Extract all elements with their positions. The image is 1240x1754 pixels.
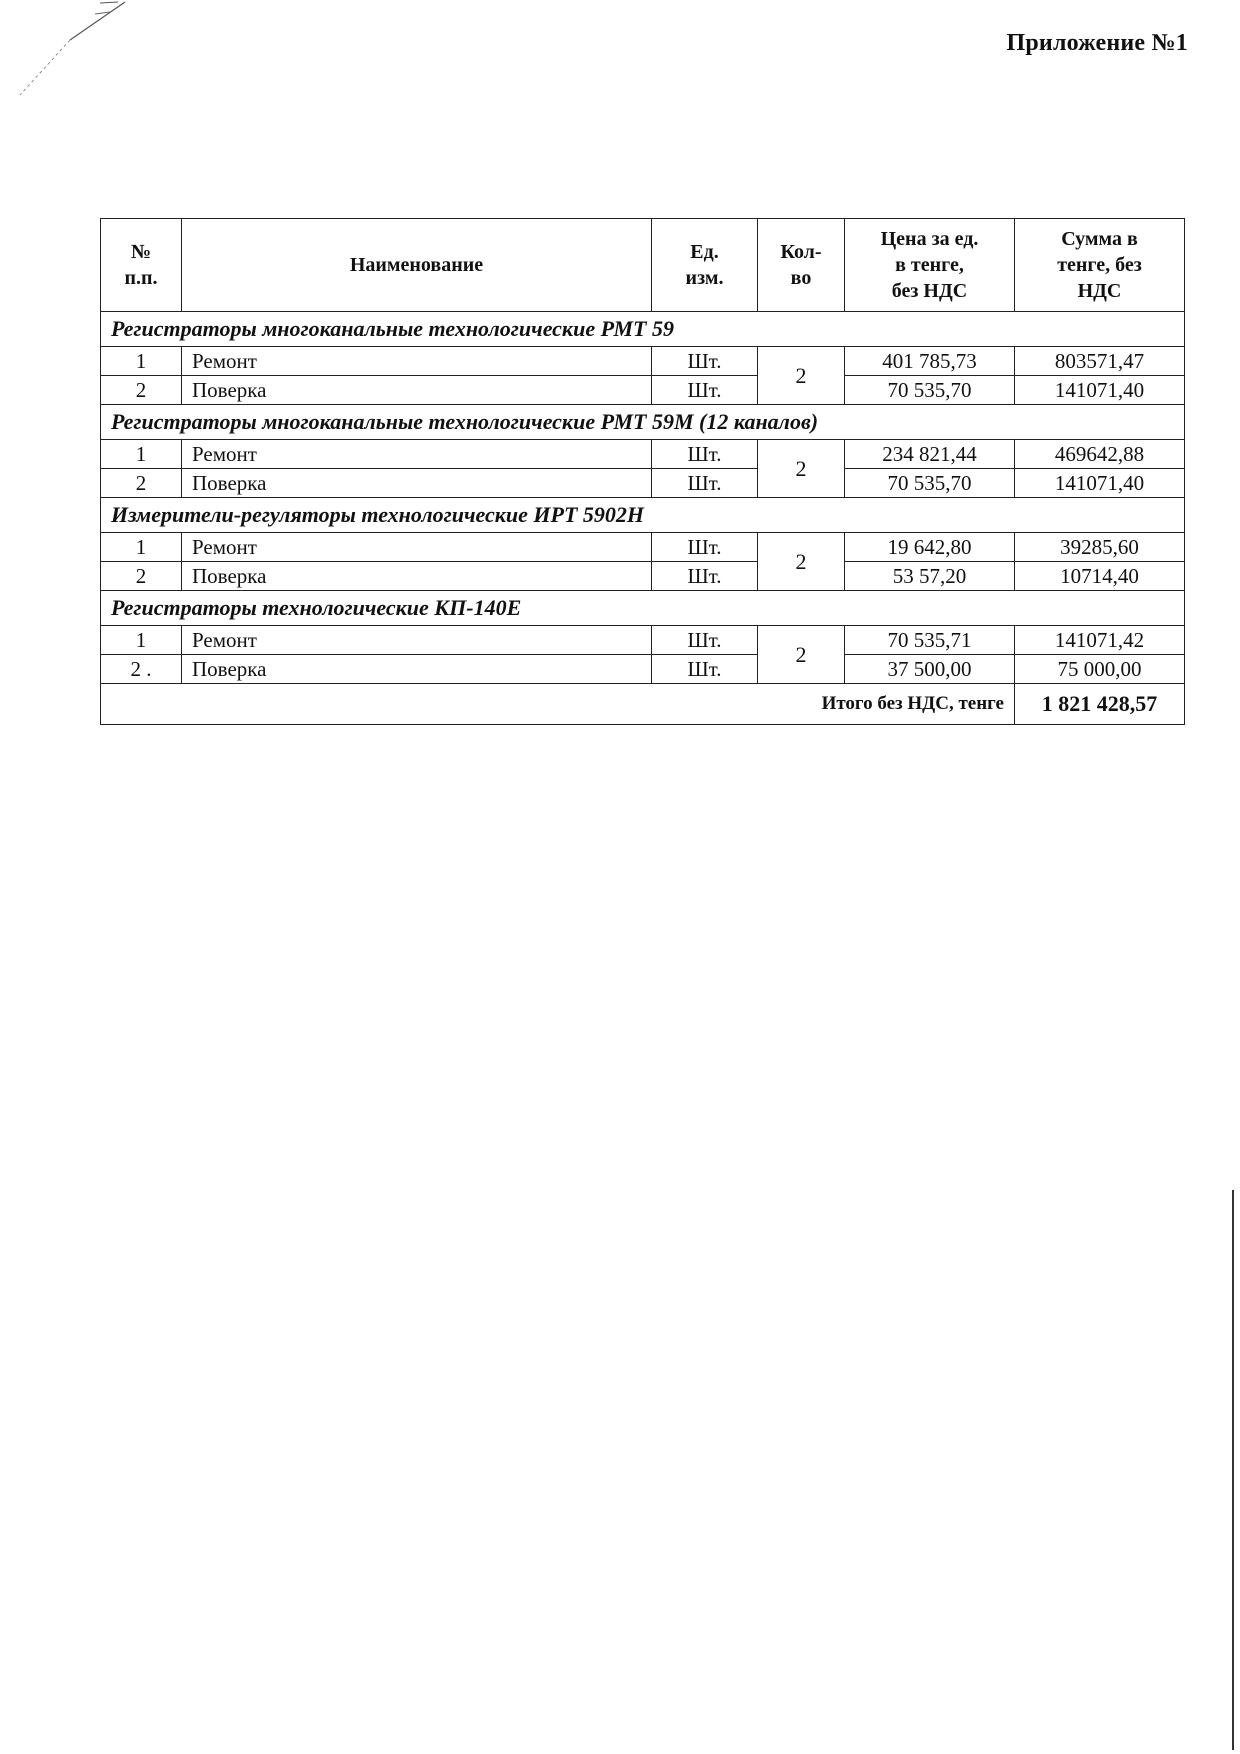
row-name: Ремонт — [182, 533, 652, 562]
row-qty: 2 — [758, 347, 845, 405]
table-row — [101, 469, 1185, 498]
header-row — [101, 219, 1185, 312]
row-qty: 2 — [758, 440, 845, 498]
row-name: Поверка — [182, 469, 652, 498]
row-price: 70 535,70 — [845, 469, 1015, 498]
row-num: 2 — [101, 562, 182, 591]
row-price: 37 500,00 — [845, 655, 1015, 684]
category-title: Измерители-регуляторы технологические ИРТ 5902Н — [101, 498, 1185, 533]
row-num: 1 — [101, 440, 182, 469]
category-title: Регистраторы многоканальные технологические РМТ 59М (12 каналов) — [101, 405, 1185, 440]
price-table — [100, 218, 1185, 725]
row-unit: Шт. — [652, 562, 758, 591]
row-unit: Шт. — [652, 533, 758, 562]
header-num: № п.п. — [101, 219, 182, 312]
category-row — [101, 498, 1185, 533]
row-price: 234 821,44 — [845, 440, 1015, 469]
table-row — [101, 655, 1185, 684]
row-sum: 469642,88 — [1015, 440, 1185, 469]
row-num: 2 — [101, 376, 182, 405]
scan-corner-mark — [0, 0, 140, 120]
table-row — [101, 533, 1185, 562]
row-price: 19 642,80 — [845, 533, 1015, 562]
row-name: Поверка — [182, 376, 652, 405]
row-unit: Шт. — [652, 469, 758, 498]
header-unit: Ед. изм. — [652, 219, 758, 312]
header-sum: Сумма в тенге, без НДС — [1015, 219, 1185, 312]
row-sum: 75 000,00 — [1015, 655, 1185, 684]
row-num: 1 — [101, 347, 182, 376]
category-row — [101, 591, 1185, 626]
table-row — [101, 376, 1185, 405]
row-sum: 803571,47 — [1015, 347, 1185, 376]
category-title: Регистраторы многоканальные технологические РМТ 59 — [101, 312, 1185, 347]
row-name: Поверка — [182, 562, 652, 591]
row-name: Ремонт — [182, 347, 652, 376]
row-sum: 10714,40 — [1015, 562, 1185, 591]
row-unit: Шт. — [652, 655, 758, 684]
table-row — [101, 440, 1185, 469]
row-name: Поверка — [182, 655, 652, 684]
row-price: 53 57,20 — [845, 562, 1015, 591]
row-num: 2 . — [101, 655, 182, 684]
row-name: Ремонт — [182, 440, 652, 469]
total-label: Итого без НДС, тенге — [101, 684, 1015, 725]
total-value: 1 821 428,57 — [1015, 684, 1185, 725]
row-qty: 2 — [758, 626, 845, 684]
row-sum: 39285,60 — [1015, 533, 1185, 562]
row-num: 1 — [101, 533, 182, 562]
row-unit: Шт. — [652, 376, 758, 405]
row-sum: 141071,40 — [1015, 376, 1185, 405]
row-name: Ремонт — [182, 626, 652, 655]
row-unit: Шт. — [652, 347, 758, 376]
header-name: Наименование — [182, 219, 652, 312]
row-sum: 141071,40 — [1015, 469, 1185, 498]
table-row — [101, 347, 1185, 376]
scan-edge-mark — [1228, 1190, 1238, 1750]
table-row — [101, 562, 1185, 591]
row-num: 1 — [101, 626, 182, 655]
table-row — [101, 626, 1185, 655]
row-sum: 141071,42 — [1015, 626, 1185, 655]
header-qty: Кол- во — [758, 219, 845, 312]
category-row — [101, 312, 1185, 347]
row-unit: Шт. — [652, 440, 758, 469]
total-row — [101, 684, 1185, 725]
row-qty: 2 — [758, 533, 845, 591]
row-price: 70 535,70 — [845, 376, 1015, 405]
row-unit: Шт. — [652, 626, 758, 655]
row-num: 2 — [101, 469, 182, 498]
header-price: Цена за ед. в тенге, без НДС — [845, 219, 1015, 312]
category-row — [101, 405, 1185, 440]
appendix-title: Приложение №1 — [1006, 30, 1188, 56]
row-price: 401 785,73 — [845, 347, 1015, 376]
category-title: Регистраторы технологические КП-140Е — [101, 591, 1185, 626]
row-price: 70 535,71 — [845, 626, 1015, 655]
